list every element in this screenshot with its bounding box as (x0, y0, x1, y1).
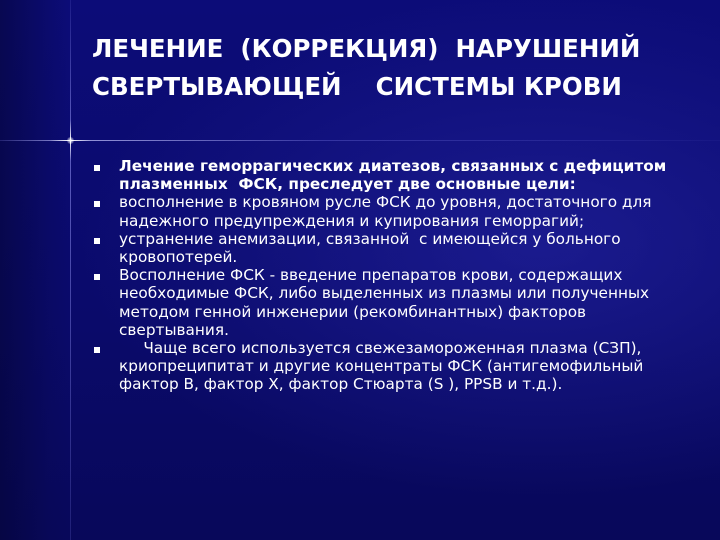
bullet-text: восполнение в кровяном русле ФСК до уровня, достаточного для надежного предупреждения и купирования геморрагий; (119, 193, 657, 230)
bullet-text: устранение анемизации, связанной с имеющейся у больного кровопотерей. (119, 229, 626, 267)
bullet-item (92, 266, 692, 339)
slide-title (92, 30, 692, 106)
bullet-text: Чаще всего используется свежезамороженная плазма (СЗП), криопреципитат и другие концентраты ФСК (антигемофильный фактор В, фактор X, фактор Стюарта (S ), PPSB и т.д.). (119, 339, 649, 394)
bullet-item (92, 339, 692, 394)
bullet-square-icon (94, 165, 100, 171)
left-shade-band (0, 0, 70, 540)
bullet-item (92, 230, 692, 266)
title-line-2: СВЕРТЫВАЮЩЕЙ СИСТЕМЫ КРОВИ (92, 72, 622, 101)
bullet-text: Восполнение ФСК - введение препаратов крови, содержащих необходимые ФСК, либо выделенных из плазмы или полученных методом генной инженерии (рекомбинантных) факторов свертывания. (119, 266, 654, 339)
bullet-list (92, 157, 692, 394)
bullet-item (92, 157, 692, 193)
bullet-square-icon (94, 274, 100, 280)
horizontal-decor-line (0, 140, 720, 141)
bullet-square-icon (94, 347, 100, 353)
bullet-square-icon (94, 201, 100, 207)
vertical-decor-line (70, 0, 71, 540)
bullet-square-icon (94, 238, 100, 244)
sparkle-icon (50, 120, 91, 161)
bullet-item (92, 193, 692, 229)
bullet-text: Лечение геморрагических диатезов, связанных с дефицитом плазменных ФСК, преследует две основные цели: (119, 157, 672, 194)
title-line-1: ЛЕЧЕНИЕ (КОРРЕКЦИЯ) НАРУШЕНИЙ (92, 34, 641, 63)
